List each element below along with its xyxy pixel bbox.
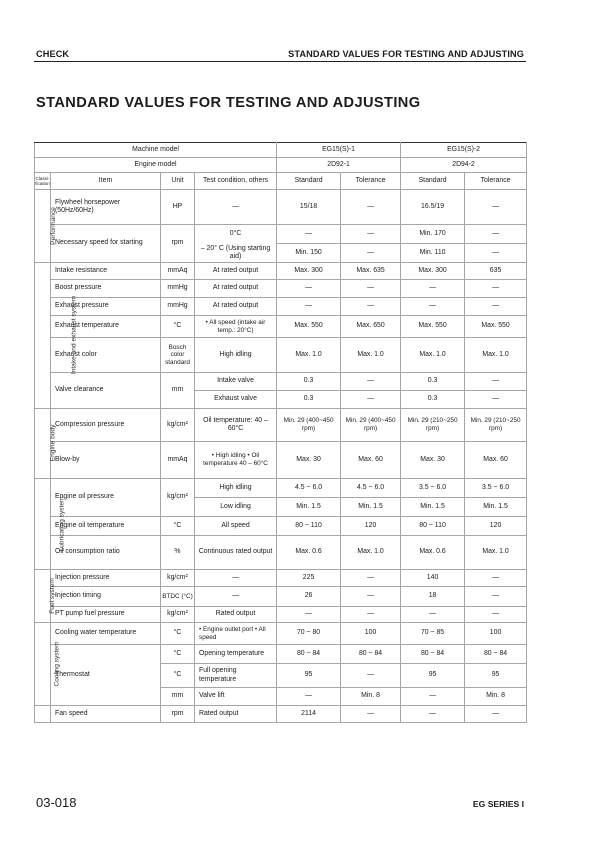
- value-cell: —: [465, 225, 527, 244]
- system-label-fuel: Fuel system: [35, 570, 51, 623]
- value-cell: 80 ~ 110: [277, 517, 341, 536]
- condition-cell: Intake valve: [195, 373, 277, 391]
- value-cell: —: [401, 607, 465, 623]
- condition-cell: • All speed (intake air temp.: 20°C): [195, 316, 277, 338]
- table-row: [35, 706, 527, 723]
- unit-cell: °C: [161, 645, 195, 664]
- table-row: [35, 479, 527, 498]
- table-row: [35, 373, 527, 391]
- item-cell: Injection timing: [51, 587, 161, 607]
- table-row: [35, 517, 527, 536]
- value-cell: —: [465, 244, 527, 263]
- value-cell: —: [465, 190, 527, 225]
- value-cell: Max. 0.6: [401, 536, 465, 570]
- item-cell: Fan speed: [51, 706, 161, 723]
- unit-cell: kg/cm²: [161, 570, 195, 587]
- value-cell: Max. 0.6: [277, 536, 341, 570]
- value-cell: Min. 1.5: [401, 498, 465, 517]
- value-cell: —: [341, 225, 401, 244]
- value-cell: 26: [277, 587, 341, 607]
- value-cell: —: [465, 587, 527, 607]
- value-cell: —: [401, 280, 465, 298]
- value-cell: 140: [401, 570, 465, 587]
- item-cell: Injection pressure: [51, 570, 161, 587]
- value-cell: 120: [341, 517, 401, 536]
- table-row: [35, 570, 527, 587]
- value-cell: Max. 300: [277, 263, 341, 280]
- item-cell: Oil consumption ratio: [51, 536, 161, 570]
- value-cell: 3.5 ~ 6.0: [401, 479, 465, 498]
- table-row: [35, 263, 527, 280]
- standard-values-table: [34, 142, 527, 723]
- value-cell: Min. 170: [401, 225, 465, 244]
- value-cell: —: [277, 298, 341, 316]
- condition-cell: Valve lift: [195, 688, 277, 706]
- value-cell: 0.3: [277, 391, 341, 409]
- running-header: STANDARD VALUES FOR TESTING AND ADJUSTING: [288, 49, 524, 59]
- system-label-engine-body: Engine body: [35, 409, 51, 479]
- unit-cell: °C: [161, 664, 195, 688]
- section-label: CHECK: [36, 49, 70, 59]
- condition-cell: 0°C: [195, 225, 277, 244]
- item-cell: Cooling water temperature: [51, 623, 161, 645]
- col-standard-a: Standard: [277, 173, 341, 190]
- unit-cell: rpm: [161, 225, 195, 263]
- value-cell: 80 ~ 84: [341, 645, 401, 664]
- item-cell: Engine oil temperature: [51, 517, 161, 536]
- value-cell: Max. 60: [465, 442, 527, 479]
- unit-cell: °C: [161, 517, 195, 536]
- value-cell: Min. 1.5: [341, 498, 401, 517]
- col-tolerance-b: Tolerance: [465, 173, 527, 190]
- unit-cell: mm: [161, 688, 195, 706]
- value-cell: —: [341, 373, 401, 391]
- value-cell: 4.5 ~ 6.0: [341, 479, 401, 498]
- value-cell: —: [341, 570, 401, 587]
- condition-cell: At rated output: [195, 298, 277, 316]
- item-cell: Blow-by: [51, 442, 161, 479]
- table-row: [35, 607, 527, 623]
- value-cell: Max. 60: [341, 442, 401, 479]
- unit-cell: HP: [161, 190, 195, 225]
- condition-cell: Exhaust valve: [195, 391, 277, 409]
- unit-cell: mmHg: [161, 280, 195, 298]
- item-cell: Exhaust pressure: [51, 298, 161, 316]
- value-cell: 16.5/19: [401, 190, 465, 225]
- system-label-cooling: Cooling system: [35, 623, 51, 706]
- value-cell: Max. 1.0: [341, 338, 401, 373]
- value-cell: 95: [277, 664, 341, 688]
- value-cell: 80 ~ 84: [465, 645, 527, 664]
- value-cell: 3.5 ~ 6.0: [465, 479, 527, 498]
- system-label-intake-exhaust: Intake and exhaust system: [35, 263, 51, 409]
- value-cell: —: [465, 706, 527, 723]
- page-title: STANDARD VALUES FOR TESTING AND ADJUSTING: [36, 95, 421, 111]
- engine-model-row: [35, 158, 527, 173]
- condition-cell: All speed: [195, 517, 277, 536]
- value-cell: —: [341, 607, 401, 623]
- condition-cell: At rated output: [195, 263, 277, 280]
- unit-cell: °C: [161, 316, 195, 338]
- system-label-lubricating: Lubricating system: [35, 479, 51, 570]
- machine-model-b: EG15(S)-2: [401, 143, 527, 158]
- table-row: [35, 225, 527, 244]
- value-cell: —: [465, 570, 527, 587]
- condition-cell: —: [195, 570, 277, 587]
- unit-cell: kg/cm²: [161, 479, 195, 517]
- condition-cell: Rated output: [195, 607, 277, 623]
- condition-cell: High idling: [195, 479, 277, 498]
- value-cell: Min. 29 (400~450 rpm): [341, 409, 401, 442]
- item-cell: Flywheel horsepower (50Hz/60Hz): [51, 190, 161, 225]
- value-cell: Max. 550: [465, 316, 527, 338]
- condition-cell: Low idling: [195, 498, 277, 517]
- column-header-row: [35, 173, 527, 190]
- item-cell: Thermostat: [51, 645, 161, 706]
- item-cell: Exhaust color: [51, 338, 161, 373]
- unit-cell: Bosch color standard: [161, 338, 195, 373]
- value-cell: 70 ~ 80: [277, 623, 341, 645]
- condition-cell: Rated output: [195, 706, 277, 723]
- table-row: [35, 280, 527, 298]
- value-cell: —: [401, 298, 465, 316]
- value-cell: Max. 300: [401, 263, 465, 280]
- machine-model-a: EG15(S)-1: [277, 143, 401, 158]
- col-unit: Unit: [161, 173, 195, 190]
- value-cell: —: [341, 190, 401, 225]
- value-cell: 4.5 ~ 6.0: [277, 479, 341, 498]
- system-label-performance: Performance: [35, 190, 51, 263]
- item-cell: Compression pressure: [51, 409, 161, 442]
- value-cell: Max. 550: [401, 316, 465, 338]
- header-rule: [34, 61, 526, 62]
- value-cell: 100: [465, 623, 527, 645]
- value-cell: Min. 29 (400~450 rpm): [277, 409, 341, 442]
- col-standard-b: Standard: [401, 173, 465, 190]
- col-tolerance-a: Tolerance: [341, 173, 401, 190]
- engine-model-b: 2D94-2: [401, 158, 527, 173]
- value-cell: —: [341, 587, 401, 607]
- table-row: [35, 645, 527, 664]
- table-row: [35, 442, 527, 479]
- value-cell: —: [341, 706, 401, 723]
- table-row: [35, 409, 527, 442]
- unit-cell: BTDC (°C): [161, 587, 195, 607]
- condition-cell: Oil temperature: 40 – 60°C: [195, 409, 277, 442]
- value-cell: —: [465, 373, 527, 391]
- item-cell: Valve clearance: [51, 373, 161, 409]
- value-cell: 18: [401, 587, 465, 607]
- value-cell: —: [341, 298, 401, 316]
- value-cell: Max. 635: [341, 263, 401, 280]
- condition-cell: • Engine outlet port • All speed: [195, 623, 277, 645]
- value-cell: —: [341, 391, 401, 409]
- engine-model-a: 2D92-1: [277, 158, 401, 173]
- condition-cell: – 20° C (Using starting aid): [195, 244, 277, 263]
- series-label: EG SERIES I: [472, 799, 524, 809]
- value-cell: Max. 550: [277, 316, 341, 338]
- unit-cell: kg/cm²: [161, 409, 195, 442]
- col-condition: Test condition, others: [195, 173, 277, 190]
- condition-cell: • High idling • Oil temperature 40 – 60°C: [195, 442, 277, 479]
- table-row: [35, 298, 527, 316]
- value-cell: Min. 110: [401, 244, 465, 263]
- value-cell: Max. 30: [277, 442, 341, 479]
- item-cell: Boost pressure: [51, 280, 161, 298]
- value-cell: 0.3: [401, 373, 465, 391]
- unit-cell: rpm: [161, 706, 195, 723]
- value-cell: Min. 8: [465, 688, 527, 706]
- value-cell: Max. 1.0: [401, 338, 465, 373]
- value-cell: —: [341, 664, 401, 688]
- condition-cell: High idling: [195, 338, 277, 373]
- condition-cell: —: [195, 587, 277, 607]
- value-cell: —: [465, 391, 527, 409]
- value-cell: Max. 1.0: [341, 536, 401, 570]
- value-cell: 0.3: [401, 391, 465, 409]
- unit-cell: mmAq: [161, 263, 195, 280]
- item-cell: Engine oil pressure: [51, 479, 161, 517]
- unit-cell: mm: [161, 373, 195, 409]
- table-row: [35, 587, 527, 607]
- condition-cell: Continuous rated output: [195, 536, 277, 570]
- item-cell: Intake resistance: [51, 263, 161, 280]
- table-row: [35, 190, 527, 225]
- value-cell: 120: [465, 517, 527, 536]
- value-cell: 80 ~ 84: [401, 645, 465, 664]
- value-cell: Min. 1.5: [277, 498, 341, 517]
- condition-cell: —: [195, 190, 277, 225]
- value-cell: Min. 29 (210~250 rpm): [401, 409, 465, 442]
- value-cell: —: [465, 298, 527, 316]
- condition-cell: At rated output: [195, 280, 277, 298]
- page-number: 03-018: [36, 795, 77, 810]
- value-cell: 2114: [277, 706, 341, 723]
- value-cell: 95: [401, 664, 465, 688]
- condition-cell: Opening temperature: [195, 645, 277, 664]
- value-cell: —: [465, 607, 527, 623]
- item-cell: Exhaust temperature: [51, 316, 161, 338]
- value-cell: Max. 1.0: [277, 338, 341, 373]
- value-cell: —: [277, 280, 341, 298]
- value-cell: Max. 1.0: [465, 338, 527, 373]
- table-row: [35, 623, 527, 645]
- unit-cell: mmAq: [161, 442, 195, 479]
- system-label-empty: [35, 706, 51, 723]
- value-cell: —: [341, 280, 401, 298]
- value-cell: 0.3: [277, 373, 341, 391]
- col-classification: Classi-fication: [35, 173, 51, 190]
- value-cell: Min. 8: [341, 688, 401, 706]
- value-cell: Max. 1.0: [465, 536, 527, 570]
- table-row: [35, 316, 527, 338]
- value-cell: 80 ~ 84: [277, 645, 341, 664]
- engine-model-label: Engine model: [35, 158, 277, 173]
- value-cell: 70 ~ 85: [401, 623, 465, 645]
- value-cell: Max. 650: [341, 316, 401, 338]
- value-cell: Min. 29 (210~250 rpm): [465, 409, 527, 442]
- value-cell: —: [277, 225, 341, 244]
- table-row: [35, 338, 527, 373]
- item-cell: PT pump fuel pressure: [51, 607, 161, 623]
- value-cell: —: [401, 688, 465, 706]
- value-cell: 100: [341, 623, 401, 645]
- value-cell: —: [277, 607, 341, 623]
- col-item: Item: [51, 173, 161, 190]
- machine-model-label: Machine model: [35, 143, 277, 158]
- value-cell: —: [277, 688, 341, 706]
- value-cell: —: [401, 706, 465, 723]
- item-cell: Necessary speed for starting: [51, 225, 161, 263]
- table-row: [35, 536, 527, 570]
- unit-cell: °C: [161, 623, 195, 645]
- value-cell: Max. 30: [401, 442, 465, 479]
- unit-cell: mmHg: [161, 298, 195, 316]
- value-cell: Min. 1.5: [465, 498, 527, 517]
- value-cell: —: [465, 280, 527, 298]
- value-cell: 15/18: [277, 190, 341, 225]
- condition-cell: Full opening temperature: [195, 664, 277, 688]
- value-cell: 225: [277, 570, 341, 587]
- value-cell: —: [341, 244, 401, 263]
- machine-model-row: [35, 143, 527, 158]
- value-cell: 95: [465, 664, 527, 688]
- value-cell: 635: [465, 263, 527, 280]
- value-cell: 80 ~ 110: [401, 517, 465, 536]
- unit-cell: kg/cm²: [161, 607, 195, 623]
- value-cell: Min. 150: [277, 244, 341, 263]
- unit-cell: %: [161, 536, 195, 570]
